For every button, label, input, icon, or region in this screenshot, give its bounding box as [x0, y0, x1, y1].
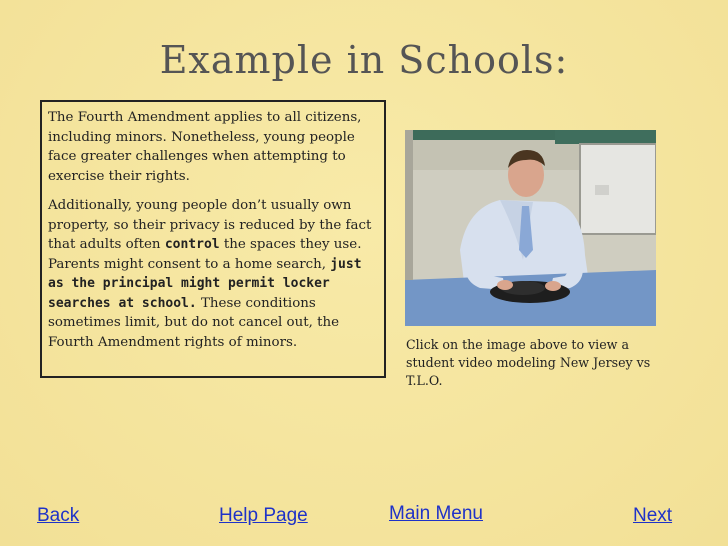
page-title: Example in Schools: [159, 38, 569, 82]
back-link[interactable]: Back [37, 505, 80, 526]
paragraph-1: The Fourth Amendment applies to all citizens, including minors. Nonetheless, young people face greater challenges when attempting to exercise their rights. [48, 110, 362, 184]
help-page-link[interactable]: Help Page [219, 505, 308, 526]
paragraph-2-text: These conditions sometimes limit, but do not cancel out, the Fourth Amendment rights of minors. [48, 295, 340, 350]
bold-control: control [164, 237, 220, 252]
main-menu-link[interactable]: Main Menu [389, 503, 483, 524]
paragraph-2 [48, 196, 378, 352]
paragraph-2-text: Additionally, young people don’t usually own property, so their privacy is reduced by the fact that adults often [48, 198, 372, 252]
explanation-text-box [40, 100, 386, 378]
next-link[interactable]: Next [633, 505, 673, 526]
paragraph-2-text: the spaces they use. Parents might consent to a home search, [48, 237, 362, 272]
video-caption: Click on the image above to view a student video modeling New Jersey vs T.L.O. [406, 337, 651, 388]
video-thumbnail[interactable] [405, 130, 656, 326]
bold-principal-phrase: just as the principal might permit locker searches at school. [48, 256, 362, 311]
video-still-image [405, 130, 656, 326]
